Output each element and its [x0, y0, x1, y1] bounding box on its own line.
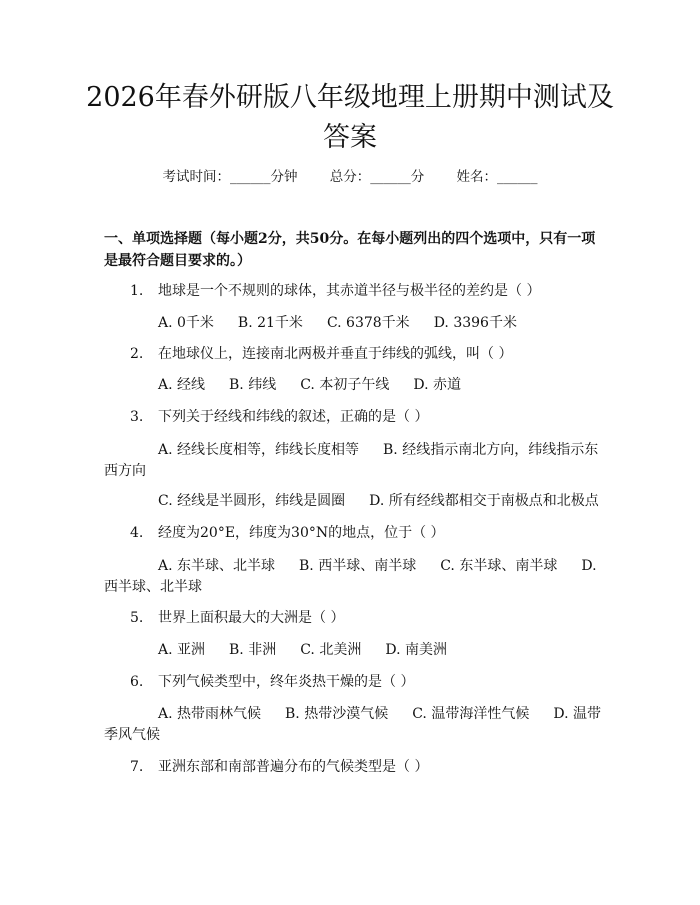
student-name-field: 姓名：______	[456, 169, 538, 185]
question-number: 1.	[130, 283, 144, 299]
question-4-options	[104, 556, 604, 598]
total-score-field: 总分：______分	[329, 169, 425, 185]
question-2	[130, 344, 512, 364]
option-b: B. 纬线	[229, 377, 277, 393]
option-c: C. 北美洲	[300, 642, 362, 658]
question-text: 经度为20°E，纬度为30°N的地点，位于（ ）	[158, 525, 445, 541]
option-a: A. 亚洲	[158, 642, 206, 658]
option-d: D. 西半球、北半球	[104, 558, 597, 595]
question-text: 亚洲东部和南部普遍分布的气候类型是（ ）	[158, 759, 429, 775]
question-6	[130, 672, 414, 692]
option-a: A. 热带雨林气候	[158, 706, 262, 722]
question-1	[130, 281, 540, 301]
document-title	[70, 78, 630, 158]
question-5-options	[104, 640, 604, 661]
option-b: B. 热带沙漠气候	[285, 706, 389, 722]
section-heading: 一、单项选择题（每小题2分，共50分。在每小题列出的四个选项中，只有一项是最符合题目要求的。）	[104, 231, 596, 269]
option-c: C. 本初子午线	[300, 377, 390, 393]
option-d: D. 3396千米	[433, 315, 517, 331]
question-number: 3.	[130, 409, 144, 425]
option-c: C. 经线是半圆形，纬线是圆圈	[158, 493, 346, 509]
option-d: D. 南美洲	[385, 642, 447, 658]
option-d: D. 赤道	[413, 377, 461, 393]
question-text: 世界上面积最大的大洲是（ ）	[158, 610, 345, 626]
question-2-options	[104, 375, 604, 396]
question-1-options	[104, 313, 604, 334]
question-number: 2.	[130, 346, 144, 362]
option-c: C. 东半球、南半球	[440, 558, 558, 574]
question-number: 5.	[130, 610, 144, 626]
question-3-options-cd	[104, 491, 604, 512]
question-5	[130, 608, 344, 628]
question-7	[130, 757, 428, 777]
question-number: 6.	[130, 674, 144, 690]
question-3-options-ab	[104, 440, 604, 482]
option-b: B. 经线指示南北方向，纬线指示东西方向	[104, 442, 599, 479]
question-text: 下列关于经线和纬线的叙述，正确的是（ ）	[158, 409, 429, 425]
title-line-1: 2026年春外研版八年级地理上册期中测试及	[86, 82, 614, 113]
option-a: A. 经线	[158, 377, 206, 393]
option-d: D. 所有经线都相交于南极点和北极点	[369, 493, 599, 509]
option-a: A. 东半球、北半球	[158, 558, 276, 574]
question-6-options	[104, 704, 604, 746]
option-d: D. 温带季风气候	[104, 706, 601, 743]
question-4	[130, 523, 445, 543]
option-a: A. 经线长度相等，纬线长度相等	[158, 442, 360, 458]
option-c: C. 6378千米	[326, 315, 410, 331]
option-c: C. 温带海洋性气候	[412, 706, 530, 722]
question-text: 地球是一个不规则的球体，其赤道半径与极半径的差约是（ ）	[158, 283, 541, 299]
option-b: B. 西半球、南半球	[299, 558, 417, 574]
exam-time-field: 考试时间：______分钟	[162, 169, 298, 185]
question-text: 在地球仪上，连接南北两极并垂直于纬线的弧线，叫（ ）	[158, 346, 513, 362]
question-text: 下列气候类型中，终年炎热干燥的是（ ）	[158, 674, 415, 690]
option-a: A. 0千米	[158, 315, 214, 331]
option-b: B. 21千米	[237, 315, 303, 331]
question-number: 7.	[130, 759, 144, 775]
question-number: 4.	[130, 525, 144, 541]
option-b: B. 非洲	[229, 642, 277, 658]
question-3	[130, 407, 428, 427]
exam-meta	[0, 167, 700, 187]
title-line-2: 答案	[323, 122, 377, 153]
